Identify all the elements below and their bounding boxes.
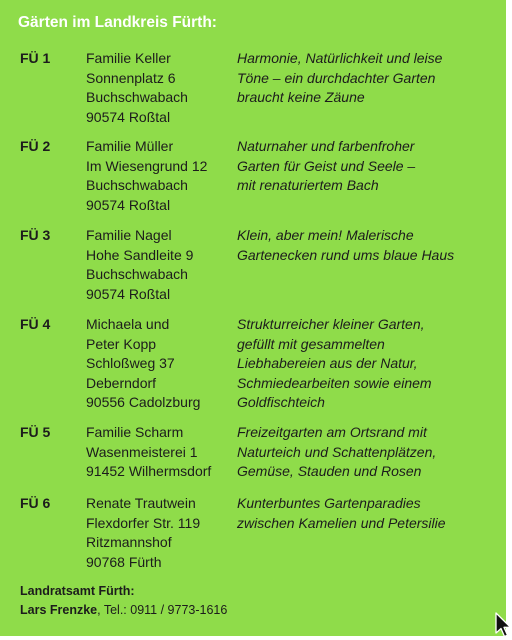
description-line: zwischen Kamelien und Petersilie <box>237 514 446 531</box>
description-line: Strukturreicher kleiner Garten, <box>237 316 425 332</box>
page-title: Gärten im Landkreis Fürth: <box>18 14 217 31</box>
description-line: Naturteich und Schattenplätzen, <box>237 443 437 460</box>
contact-footer <box>20 582 227 620</box>
entry-address <box>86 226 193 304</box>
address-line: Peter Kopp <box>86 335 157 352</box>
address-line: 90556 Cadolzburg <box>86 394 201 410</box>
entry-code: FÜ 5 <box>20 424 51 440</box>
entry-address <box>86 49 188 127</box>
address-line: 90574 Roßtal <box>86 196 171 213</box>
description-line: mit renaturiertem Bach <box>237 177 379 193</box>
entry-description <box>237 494 446 533</box>
address-line: Buchschwabach <box>86 266 188 282</box>
description-line: Garten für Geist und Seele – <box>237 157 416 174</box>
address-line: 90574 Roßtal <box>86 285 171 302</box>
entry-description <box>237 315 432 413</box>
description-line: Naturnaher und farbenfroher <box>237 138 415 154</box>
description-line: Liebhabereien aus der Natur, <box>237 355 418 371</box>
address-line: Familie Nagel <box>86 227 172 243</box>
address-line: Wasenmeisterei 1 <box>86 443 198 460</box>
description-line: Klein, aber mein! Malerische <box>237 227 414 243</box>
entry-code: FÜ 1 <box>20 50 51 66</box>
entry-description <box>237 49 442 108</box>
address-line: Renate Trautwein <box>86 495 196 511</box>
footer-office: Landratsamt Fürth: <box>20 584 135 598</box>
address-line: Buchschwabach <box>86 89 188 105</box>
mouse-pointer-icon <box>494 612 512 638</box>
entry-address <box>86 423 211 482</box>
description-line: Gemüse, Stauden und Rosen <box>237 463 422 479</box>
address-line: Michaela und <box>86 316 170 332</box>
address-line: Hohe Sandleite 9 <box>86 246 194 263</box>
address-line: Ritzmannshof <box>86 534 172 550</box>
address-line: Familie Keller <box>86 50 171 66</box>
address-line: Deberndorf <box>86 374 157 391</box>
description-line: Harmonie, Natürlichkeit und leise <box>237 50 443 66</box>
address-line: Familie Müller <box>86 138 174 154</box>
description-line: Töne – ein durchdachter Garten <box>237 69 436 86</box>
address-line: 90574 Roßtal <box>86 108 171 125</box>
entry-code: FÜ 6 <box>20 495 51 511</box>
contact-name: Lars Frenzke <box>20 603 98 617</box>
entry-address <box>86 315 200 413</box>
address-line: 90768 Fürth <box>86 553 162 570</box>
entry-address <box>86 494 200 572</box>
entry-description <box>237 226 454 265</box>
entry-code: FÜ 3 <box>20 227 51 243</box>
description-line: braucht keine Zäune <box>237 89 365 105</box>
description-line: Schmiedearbeiten sowie einem <box>237 374 432 391</box>
address-line: Sonnenplatz 6 <box>86 69 176 86</box>
footer-contact <box>20 601 227 620</box>
description-line: Freizeitgarten am Ortsrand mit <box>237 424 427 440</box>
entry-address <box>86 137 207 215</box>
description-line: Gartenecken rund ums blaue Haus <box>237 246 455 263</box>
address-line: Flexdorfer Str. 119 <box>86 514 201 531</box>
entry-description <box>237 137 415 196</box>
description-line: Kunterbuntes Gartenparadies <box>237 495 421 511</box>
entry-description <box>237 423 436 482</box>
description-line: gefüllt mit gesammelten <box>237 335 385 352</box>
address-line: Buchschwabach <box>86 177 188 193</box>
address-line: Im Wiesengrund 12 <box>86 157 208 174</box>
address-line: Schloßweg 37 <box>86 355 175 371</box>
contact-phone: , Tel.: 0911 / 9773-1616 <box>97 603 228 617</box>
entry-code: FÜ 4 <box>20 316 51 332</box>
description-line: Goldfischteich <box>237 394 325 410</box>
address-line: 91452 Wilhermsdorf <box>86 463 212 479</box>
address-line: Familie Scharm <box>86 424 184 440</box>
entry-code: FÜ 2 <box>20 138 51 154</box>
